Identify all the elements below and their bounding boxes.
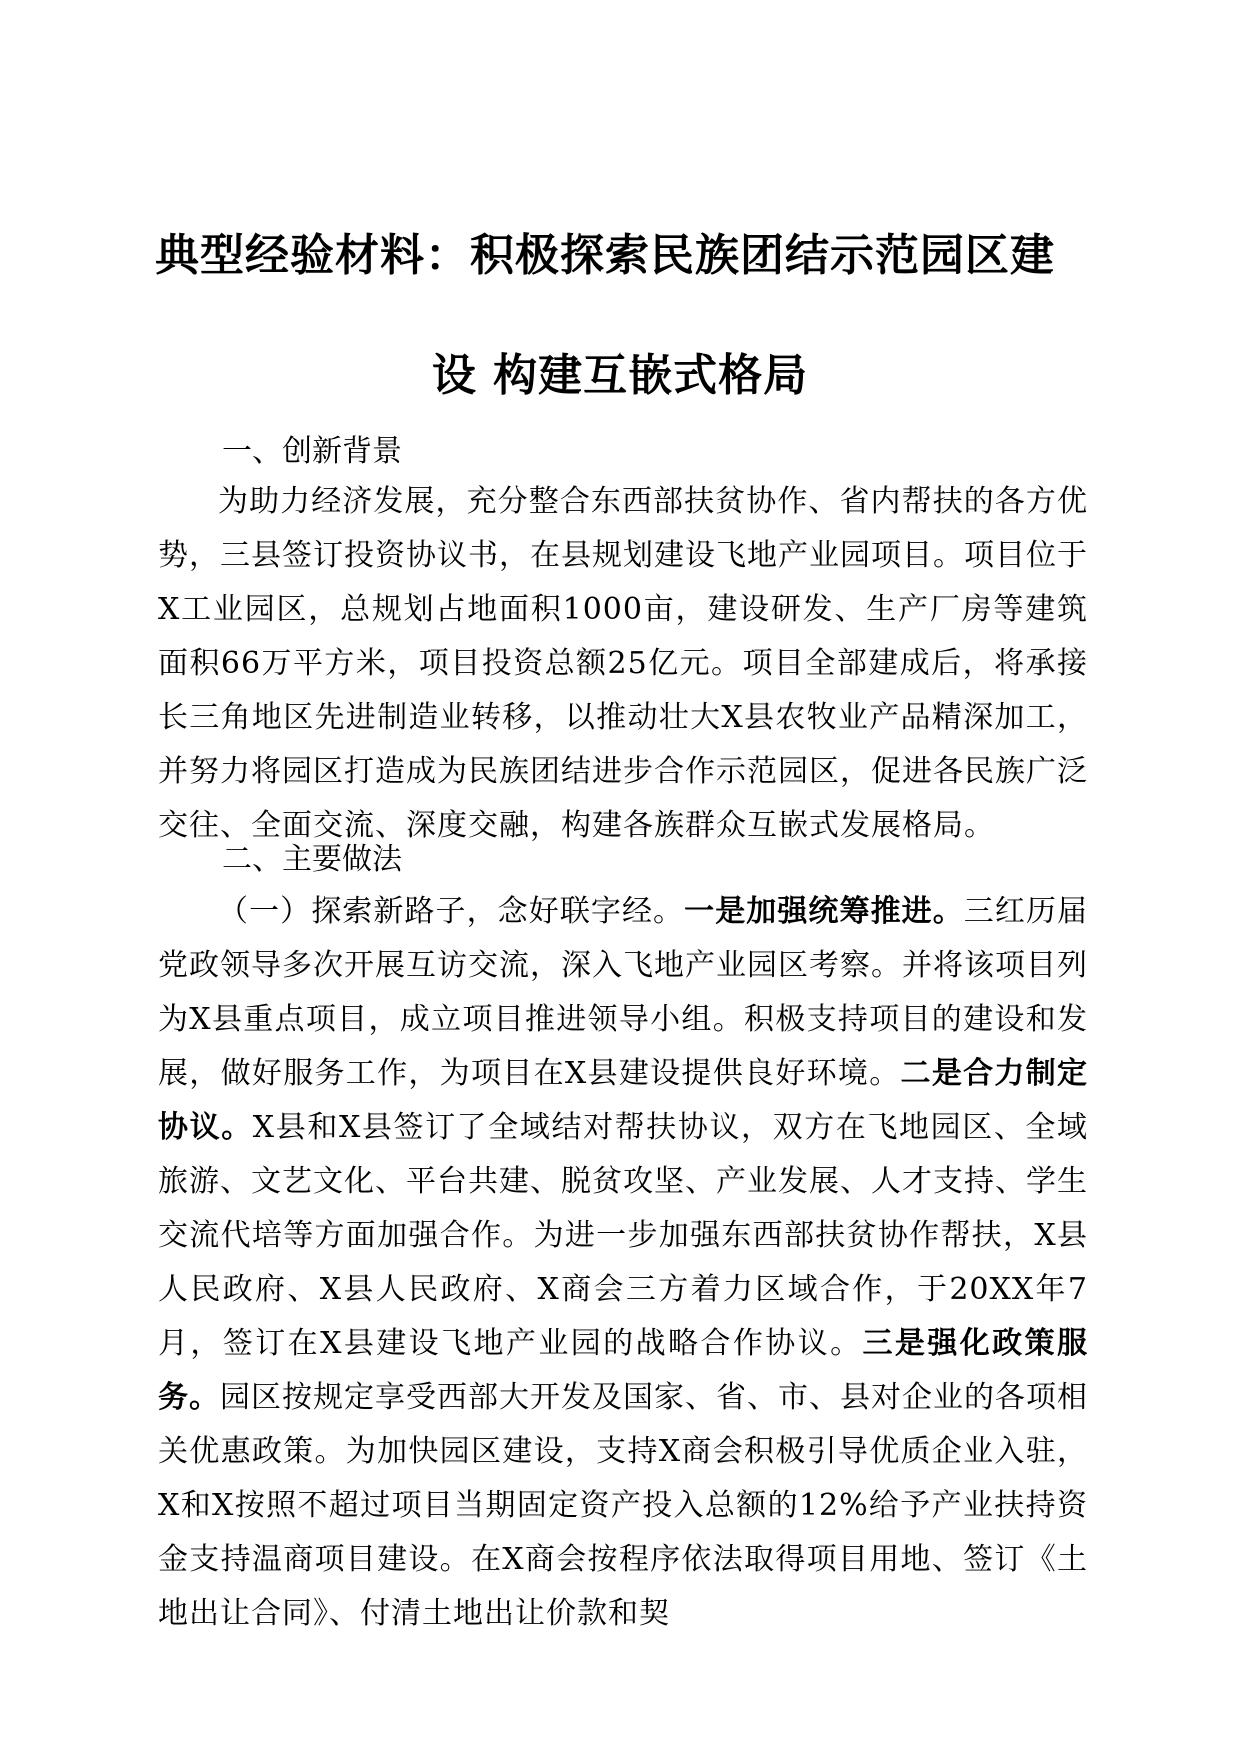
bold-point-2: 二是合力制定协议。 xyxy=(158,1056,1089,1145)
bold-point-3: 三是强化政策服务。 xyxy=(158,1326,1089,1415)
paragraph-main-practices xyxy=(158,885,1088,1641)
document-title-line-2: 设 构建互嵌式格局 xyxy=(431,350,809,401)
paragraph-text-segment: 园区按规定享受西部大开发及国家、省、市、县对企业的各项相关优惠政策。为加快园区建设，支持X商会积极引导优质企业入驻，X和X按照不超过项目当期固定资产投入总额的12%给予产业扶持资金支持温商项目建设。在X商会按程序依法取得项目用地、签订《土地出让合同》、付清土地出让价款和契 xyxy=(158,1380,1088,1631)
document-title-line-1: 典型经验材料：积极探索民族团结示范园区建 xyxy=(155,230,1055,281)
section-heading-background: 一、创新背景 xyxy=(222,434,402,469)
paragraph-background: 为助力经济发展，充分整合东西部扶贫协作、省内帮扶的各方优势，三县签订投资协议书，在县规划建设飞地产业园项目。项目位于X工业园区，总规划占地面积1000亩，建设研发、生产厂房等建筑面积66万平方米，项目投资总额25亿元。项目全部建成后，将承接长三角地区先进制造业转移，以推动壮大X县农牧业产品精深加工，并努力将园区打造成为民族团结进步合作示范园区，促进各民族广泛交往、全面交流、深度交融，构建各族群众互嵌式发展格局。 xyxy=(158,484,1088,843)
paragraph-text-segment: （一）探索新路子，念好联字经。 xyxy=(218,894,685,929)
section-heading-main-practices: 二、主要做法 xyxy=(222,842,402,877)
paragraph-text-segment: 三红历届党政领导多次开展互访交流，深入飞地产业园区考察。并将该项目列为X县重点项目，成立项目推进领导小组。积极支持项目的建设和发展，做好服务工作，为项目在X县建设提供良好环境。 xyxy=(158,894,1089,1091)
bold-point-1: 一是加强统筹推进。 xyxy=(684,894,964,929)
paragraph-text-segment: X县和X县签订了全域结对帮扶协议，双方在飞地园区、全域旅游、文艺文化、平台共建、脱贫攻坚、产业发展、人才支持、学生交流代培等方面加强合作。为进一步加强东西部扶贫协作帮扶，X县人民政府、X县人民政府、X商会三方着力区域合作，于20XX年7月，签订在X县建设飞地产业园的战略合作协议。 xyxy=(158,1110,1089,1361)
